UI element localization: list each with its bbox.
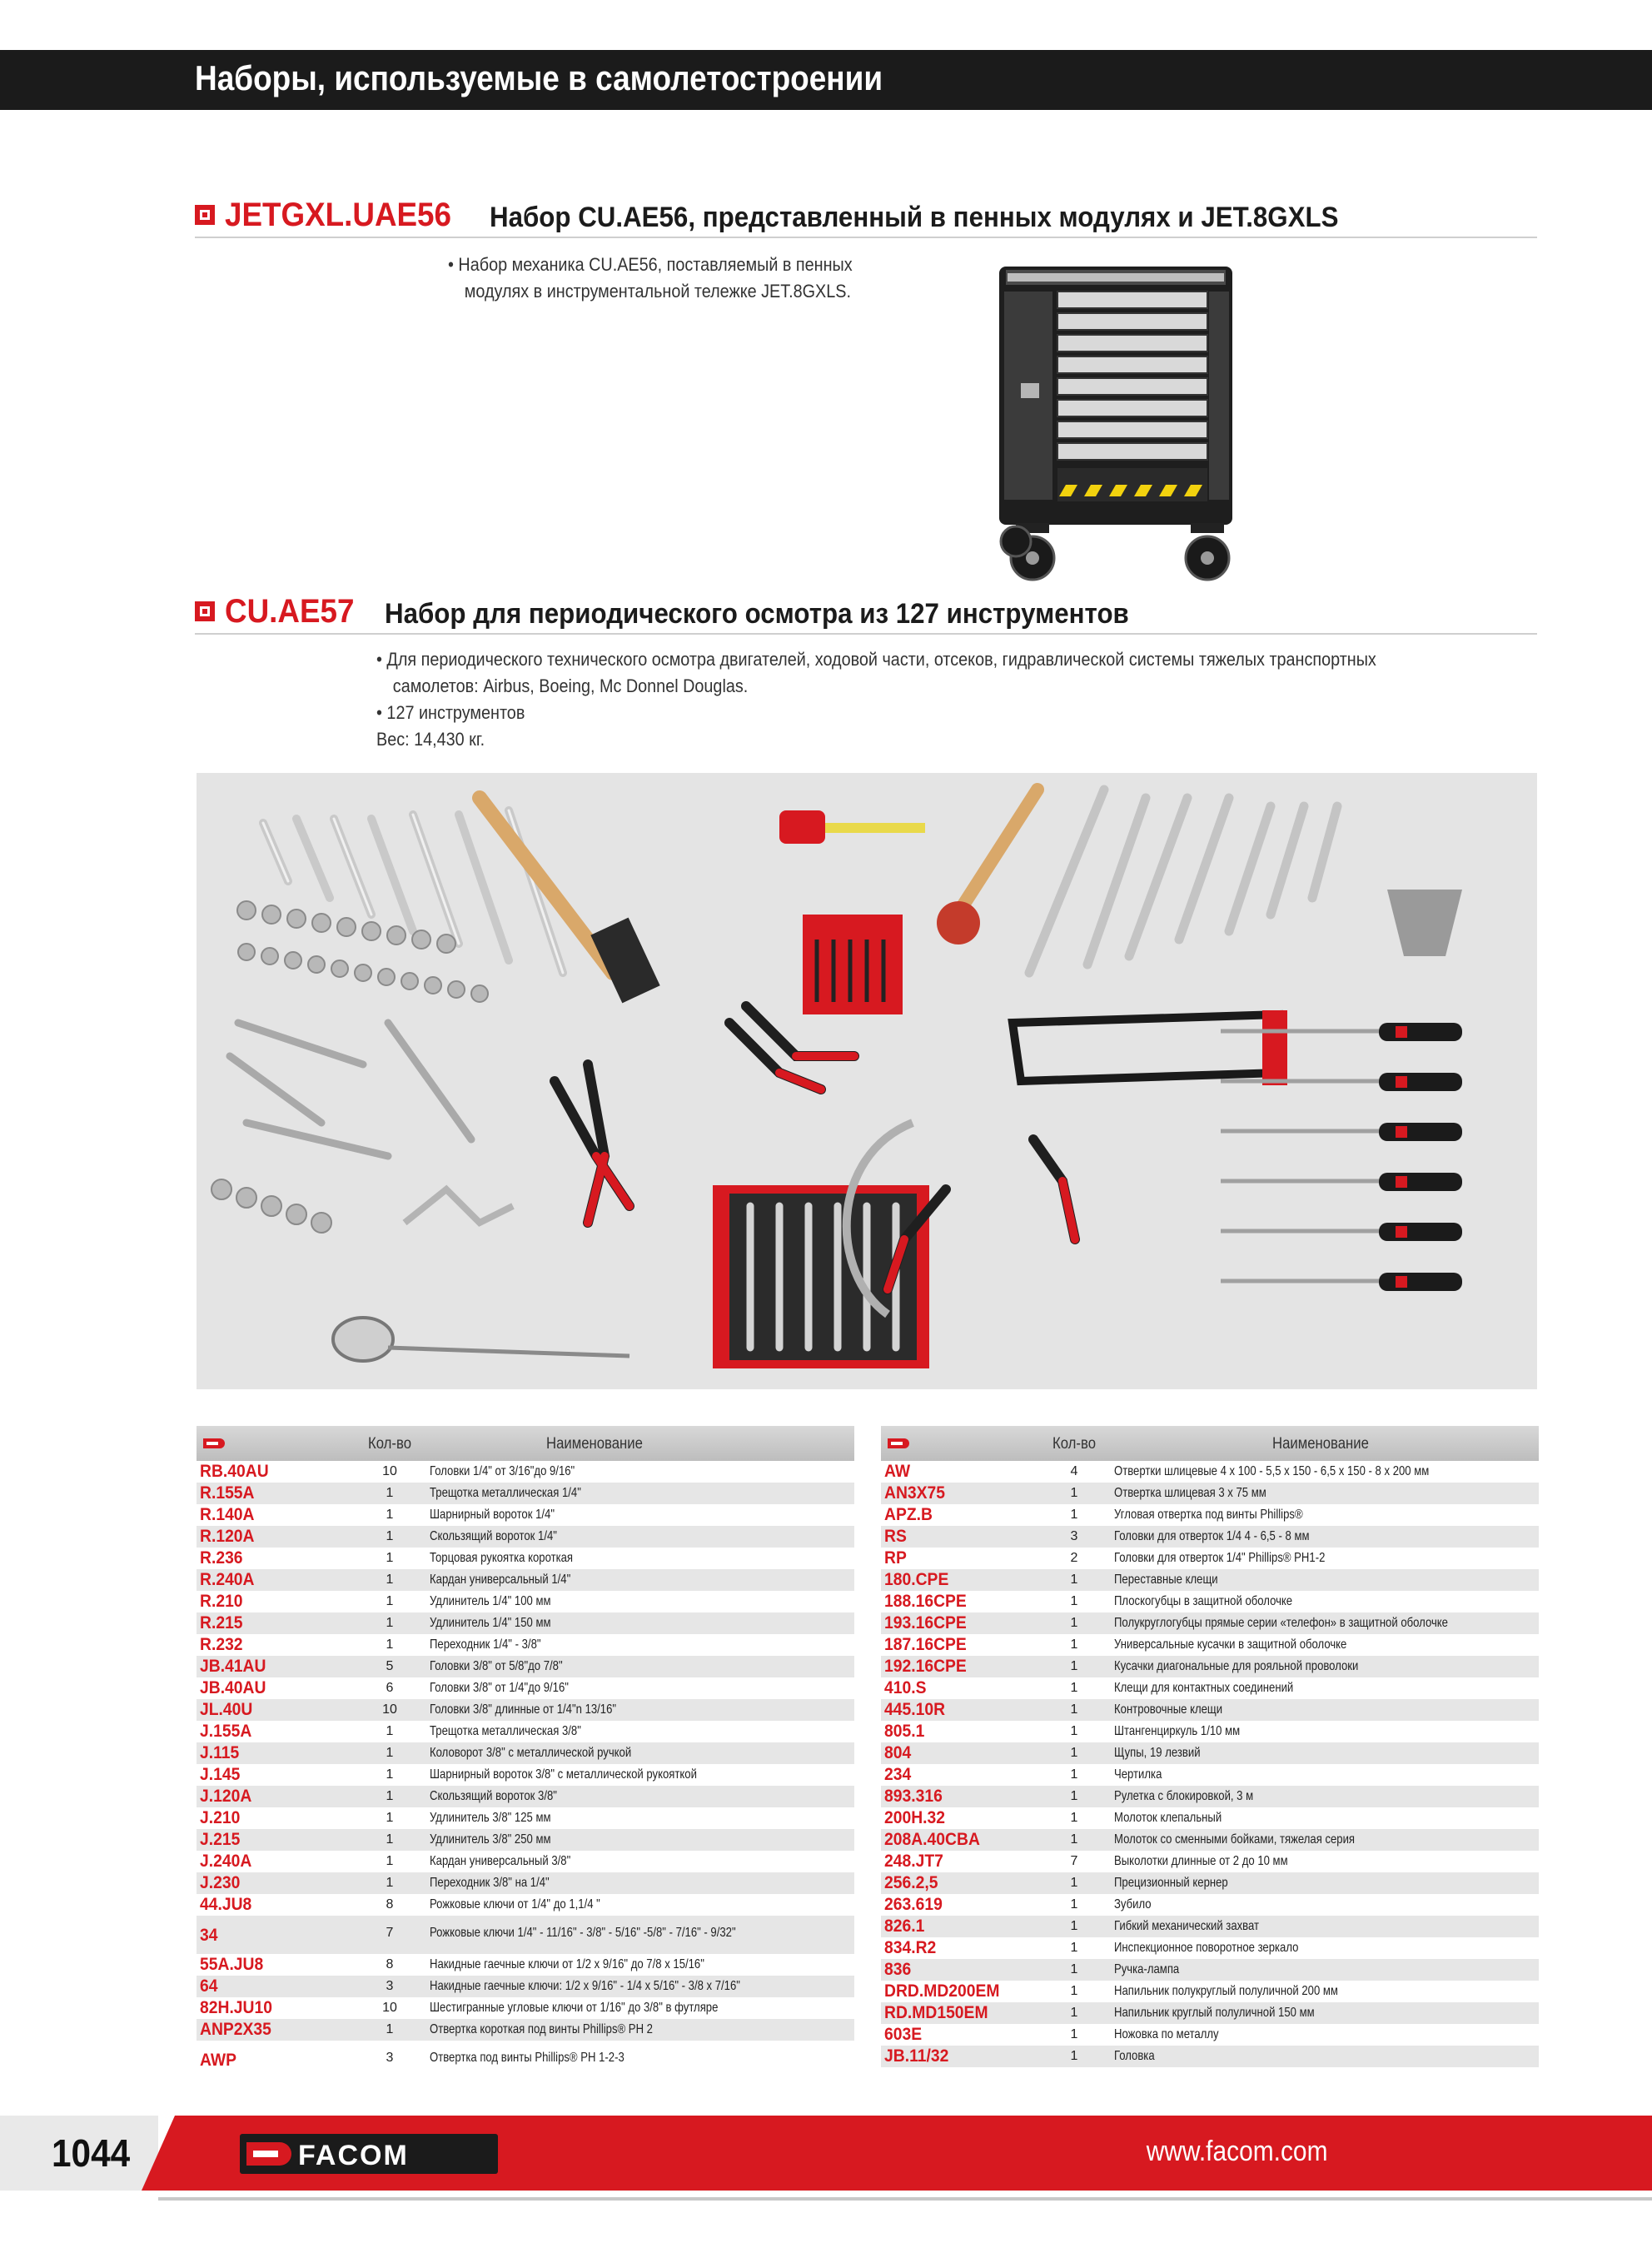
desc-line: самолетов: Airbus, Boeing, Mc Donnel Douglas. — [392, 675, 749, 696]
item-name: Головки 3/8" от 5/8"до 7/8" — [430, 1659, 563, 1673]
item-code: R.140A — [200, 1505, 255, 1524]
item-qty: 1 — [386, 1486, 394, 1500]
item-qty: 1 — [1070, 1919, 1078, 1933]
item-code: J.120A — [200, 1787, 252, 1806]
item-code: 64 — [200, 1976, 218, 1996]
table-row — [197, 1612, 854, 1634]
item-qty: 3 — [386, 1979, 394, 1993]
item-name: Переходник 1/4" - 3/8" — [430, 1637, 541, 1652]
item-code: 55A.JU8 — [200, 1955, 264, 1974]
item-code: J.155A — [200, 1722, 252, 1741]
item-qty: 3 — [1070, 1529, 1078, 1543]
item-qty: 1 — [386, 1637, 394, 1652]
item-name: Шарнирный вороток 3/8" с металлической рукояткой — [430, 1767, 697, 1782]
table-row — [881, 1634, 1539, 1656]
table-body — [881, 1461, 1539, 2067]
red-square-bullet-icon — [195, 205, 215, 225]
item-code: 208A.40CBA — [884, 1830, 980, 1849]
table-row — [197, 1677, 854, 1699]
item-code: 263.619 — [884, 1895, 943, 1914]
table-row — [881, 1612, 1539, 1634]
item-code: J.240A — [200, 1852, 252, 1871]
facom-brand-logo — [240, 2134, 498, 2174]
footer-divider — [158, 2197, 1652, 2201]
page-number-box — [0, 2116, 158, 2191]
item-code: 188.16CPE — [884, 1592, 967, 1611]
item-name: Прецизионный кернер — [1114, 1876, 1228, 1890]
item-code: 805.1 — [884, 1722, 925, 1741]
item-qty: 1 — [386, 1767, 394, 1782]
item-qty: 1 — [386, 1789, 394, 1803]
item-name: Молоток со сменными бойками, тяжелая серия — [1114, 1832, 1356, 1847]
item-code: R.120A — [200, 1527, 255, 1546]
item-code: 44.JU8 — [200, 1895, 252, 1914]
table-row — [881, 1591, 1539, 1612]
item-qty: 1 — [1070, 1724, 1078, 1738]
table-header — [197, 1426, 854, 1461]
table-row — [197, 1461, 854, 1483]
table-row — [881, 1872, 1539, 1894]
item-code: 410.S — [884, 1678, 927, 1697]
item-name: Головки 3/8" от 1/4"до 9/16" — [430, 1681, 569, 1695]
item-code: 180.CPE — [884, 1570, 949, 1589]
item-code: ANP2X35 — [200, 2020, 271, 2039]
item-code: 34 — [200, 1926, 218, 1945]
table-row — [197, 1872, 854, 1894]
item-name: Штангенциркуль 1/10 мм — [1114, 1724, 1241, 1738]
facom-mini-logo-icon — [203, 1437, 228, 1450]
item-name: Напильник полукруглый полуличной 200 мм — [1114, 1984, 1338, 1998]
table-row — [881, 1721, 1539, 1742]
page-footer — [0, 2116, 1652, 2191]
header-qty: Кол-во — [1052, 1435, 1096, 1453]
item-code: JB.40AU — [200, 1678, 266, 1697]
table-row — [881, 1548, 1539, 1569]
item-name: Переходник 3/8" на 1/4" — [430, 1876, 550, 1890]
item-qty: 10 — [382, 1702, 397, 1717]
item-name: Удлинитель 1/4" 100 мм — [430, 1594, 551, 1608]
item-name: Головки 1/4" от 3/16"до 9/16" — [430, 1464, 575, 1478]
item-qty: 1 — [386, 1854, 394, 1868]
item-name: Угловая отвертка под винты Phillips® — [1114, 1508, 1303, 1522]
table-row — [197, 1721, 854, 1742]
desc-line: • 127 инструментов — [376, 702, 525, 723]
item-name: Накидные гаечные ключи от 1/2 x 9/16" до 7/8 x 15/16" — [430, 1957, 704, 1971]
item-name: Трещотка металлическая 1/4" — [430, 1486, 581, 1500]
header-qty: Кол-во — [368, 1435, 411, 1453]
item-name: Кардан универсальный 3/8" — [430, 1854, 571, 1868]
table-row — [881, 1786, 1539, 1807]
table-row — [197, 1976, 854, 1997]
table-row — [197, 1591, 854, 1612]
item-code: R.215 — [200, 1613, 243, 1632]
item-name: Рожковые ключи от 1/4" до 1,1/4 " — [430, 1897, 600, 1912]
section-code: CU.AE57 — [225, 593, 355, 630]
table-row — [881, 1829, 1539, 1851]
desc-line: • Набор механика CU.AE56, поставляемый в пенных — [448, 254, 853, 275]
item-qty: 1 — [1070, 1746, 1078, 1760]
table-row — [881, 1656, 1539, 1677]
item-qty: 1 — [1070, 1876, 1078, 1890]
table-row — [197, 1764, 854, 1786]
item-name: Напильник круглый полуличной 150 мм — [1114, 2006, 1315, 2020]
item-code: RB.40AU — [200, 1462, 269, 1481]
table-row — [197, 2019, 854, 2041]
table-row — [881, 1937, 1539, 1959]
item-qty: 1 — [1070, 1984, 1078, 1998]
item-qty: 1 — [386, 1832, 394, 1847]
table-row — [197, 1997, 854, 2019]
item-name: Отвертки шлицевые 4 x 100 - 5,5 x 150 - 6,5 x 150 - 8 x 200 мм — [1114, 1464, 1430, 1478]
item-code: 826.1 — [884, 1917, 925, 1936]
item-name: Молоток клепальный — [1114, 1811, 1222, 1825]
item-name: Головка — [1114, 2049, 1155, 2063]
item-code: J.215 — [200, 1830, 241, 1849]
table-row — [197, 1829, 854, 1851]
item-qty: 1 — [1070, 1616, 1078, 1630]
item-code: AW — [884, 1462, 911, 1481]
item-qty: 1 — [386, 1508, 394, 1522]
footer-url[interactable]: www.facom.com — [1146, 2136, 1327, 2167]
item-name: Ножовка по металлу — [1114, 2027, 1219, 2041]
table-row — [881, 1504, 1539, 1526]
item-qty: 1 — [1070, 1637, 1078, 1652]
table-row — [881, 1742, 1539, 1764]
table-row — [197, 1851, 854, 1872]
item-code: JL.40U — [200, 1700, 253, 1719]
desc-line: Вес: 14,430 кг. — [376, 729, 485, 750]
section-code: JETGXL.UAE56 — [225, 197, 452, 233]
item-qty: 1 — [1070, 1811, 1078, 1825]
item-name: Головки для отверток 1/4 4 - 6,5 - 8 мм — [1114, 1529, 1310, 1543]
brand-text: FACOM — [298, 2140, 409, 2171]
item-code: JB.11/32 — [884, 2046, 949, 2066]
item-name: Удлинитель 3/8" 250 мм — [430, 1832, 551, 1847]
item-code: 82H.JU10 — [200, 1998, 272, 2017]
item-name: Контровочные клещи — [1114, 1702, 1223, 1717]
item-qty: 1 — [1070, 1789, 1078, 1803]
item-code: RD.MD150EM — [884, 2003, 988, 2022]
item-qty: 8 — [386, 1897, 394, 1912]
item-code: APZ.B — [884, 1505, 933, 1524]
item-name: Коловорот 3/8" с металлической ручкой — [430, 1746, 632, 1760]
item-name: Скользящий вороток 3/8" — [430, 1789, 557, 1803]
item-code: 834.R2 — [884, 1938, 937, 1957]
item-qty: 1 — [1070, 1573, 1078, 1587]
item-code: J.145 — [200, 1765, 241, 1784]
item-name: Скользящий вороток 1/4" — [430, 1529, 557, 1543]
item-qty: 1 — [386, 1529, 394, 1543]
item-name: Переставные клещи — [1114, 1573, 1218, 1587]
table-row — [881, 1851, 1539, 1872]
table-row — [881, 1894, 1539, 1916]
item-qty: 1 — [1070, 1897, 1078, 1912]
section-cuae57-heading — [195, 593, 1537, 635]
item-qty: 1 — [1070, 2006, 1078, 2020]
table-row — [881, 1677, 1539, 1699]
item-qty: 1 — [1070, 2049, 1078, 2063]
item-qty: 1 — [1070, 1486, 1078, 1500]
item-name: Полукруглогубцы прямые серии «телефон» в защитной оболочке — [1114, 1616, 1448, 1630]
item-qty: 5 — [386, 1659, 394, 1673]
item-name: Отвертка короткая под винты Phillips® PH 2 — [430, 2022, 653, 2036]
page-title: Наборы, используемые в самолетостроении — [195, 58, 883, 97]
item-name: Инспекционное поворотное зеркало — [1114, 1941, 1299, 1955]
table-row — [197, 1699, 854, 1721]
item-name: Рулетка с блокировкой, 3 м — [1114, 1789, 1254, 1803]
table-row — [197, 1483, 854, 1504]
item-code: RP — [884, 1548, 907, 1568]
item-name: Шарнирный вороток 1/4" — [430, 1508, 555, 1522]
table-row — [881, 1959, 1539, 1981]
table-row — [197, 1742, 854, 1764]
table-row — [881, 2046, 1539, 2067]
item-name: Гибкий механический захват — [1114, 1919, 1260, 1933]
table-row — [197, 1656, 854, 1677]
item-code: AWP — [200, 2051, 237, 2070]
item-name: Зубило — [1114, 1897, 1152, 1912]
item-qty: 10 — [382, 1464, 397, 1478]
item-qty: 2 — [1070, 1551, 1078, 1565]
table-row — [197, 1807, 854, 1829]
table-row — [881, 2024, 1539, 2046]
item-code: 836 — [884, 1960, 912, 1979]
item-name: Щупы, 19 лезвий — [1114, 1746, 1201, 1760]
item-code: R.155A — [200, 1483, 255, 1503]
section-name: Набор CU.AE56, представленный в пенных модулях и JET.8GXLS — [490, 202, 1339, 233]
item-qty: 7 — [1070, 1854, 1078, 1868]
item-code: R.210 — [200, 1592, 243, 1611]
table-row — [197, 1786, 854, 1807]
tool-set-photo — [197, 773, 1537, 1389]
item-code: JB.41AU — [200, 1657, 266, 1676]
item-code: R.232 — [200, 1635, 243, 1654]
item-qty: 1 — [1070, 1832, 1078, 1847]
table-row — [197, 1569, 854, 1591]
item-qty: 7 — [386, 1926, 394, 1940]
section-jetgxl-heading — [195, 197, 1537, 238]
item-qty: 1 — [386, 1551, 394, 1565]
item-code: 248.JT7 — [884, 1852, 943, 1871]
item-name: Удлинитель 1/4" 150 мм — [430, 1616, 551, 1630]
item-code: AN3X75 — [884, 1483, 946, 1503]
header-name: Наименование — [1272, 1435, 1369, 1453]
item-code: J.115 — [200, 1743, 240, 1762]
item-qty: 1 — [1070, 1767, 1078, 1782]
table-row — [881, 1916, 1539, 1937]
item-code: 893.316 — [884, 1787, 943, 1806]
table-row — [197, 1504, 854, 1526]
item-qty: 3 — [386, 2051, 394, 2065]
item-name: Отвертка шлицевая 3 x 75 мм — [1114, 1486, 1266, 1500]
item-qty: 1 — [1070, 1594, 1078, 1608]
item-qty: 1 — [386, 1876, 394, 1890]
parts-table-right — [881, 1426, 1539, 2067]
item-name: Головки для отверток 1/4" Phillips® PH1-2 — [1114, 1551, 1326, 1565]
item-name: Плоскогубцы в защитной оболочке — [1114, 1594, 1293, 1608]
item-code: RS — [884, 1527, 907, 1546]
section-name: Набор для периодического осмотра из 127 инструментов — [385, 598, 1129, 630]
item-qty: 1 — [386, 1746, 394, 1760]
table-row — [881, 1461, 1539, 1483]
desc-line: модулях в инструментальной тележке JET.8GXLS. — [464, 281, 851, 302]
item-code: DRD.MD200EM — [884, 1981, 1000, 2001]
item-qty: 1 — [386, 2022, 394, 2036]
item-code: J.230 — [200, 1873, 241, 1892]
red-square-bullet-icon — [195, 601, 215, 621]
item-code: 804 — [884, 1743, 912, 1762]
table-row — [197, 1548, 854, 1569]
parts-table-left — [197, 1426, 854, 2079]
item-code: 256.2,5 — [884, 1873, 938, 1892]
item-name: Ручка-лампа — [1114, 1962, 1180, 1976]
table-row — [881, 1699, 1539, 1721]
item-name: Шестигранные угловые ключи от 1/16" до 3/8" в футляре — [430, 2001, 719, 2015]
page-header — [0, 50, 1652, 110]
item-code: 187.16CPE — [884, 1635, 967, 1654]
desc-line: • Для периодического технического осмотра двигателей, ходовой части, отсеков, гидравлической системы тяжелых транспортных — [376, 649, 1376, 670]
item-qty: 1 — [1070, 1962, 1078, 1976]
item-qty: 1 — [1070, 2027, 1078, 2041]
item-qty: 1 — [386, 1573, 394, 1587]
item-qty: 1 — [1070, 1702, 1078, 1717]
header-name: Наименование — [546, 1435, 643, 1453]
table-row — [881, 1526, 1539, 1548]
item-qty: 1 — [386, 1616, 394, 1630]
item-code: J.210 — [200, 1808, 241, 1827]
section2-description — [376, 646, 1376, 753]
section1-description — [448, 252, 853, 305]
item-qty: 1 — [386, 1594, 394, 1608]
table-row — [881, 1981, 1539, 2002]
item-code: 192.16CPE — [884, 1657, 967, 1676]
table-body — [197, 1461, 854, 2079]
table-row — [197, 1894, 854, 1916]
item-name: Кардан универсальный 1/4" — [430, 1573, 571, 1587]
item-code: 234 — [884, 1765, 912, 1784]
item-name: Чертилка — [1114, 1767, 1162, 1782]
table-row — [197, 1526, 854, 1548]
item-name: Трещотка металлическая 3/8" — [430, 1724, 581, 1738]
item-code: 200H.32 — [884, 1808, 946, 1827]
facom-mini-logo-icon — [888, 1437, 913, 1450]
table-row — [881, 2002, 1539, 2024]
page-number: 1044 — [52, 2131, 131, 2175]
table-row — [197, 2041, 854, 2079]
item-qty: 1 — [1070, 1508, 1078, 1522]
table-header — [881, 1426, 1539, 1461]
table-row — [881, 1764, 1539, 1786]
item-qty: 4 — [1070, 1464, 1078, 1478]
item-name: Головки 3/8" длинные от 1/4"n 13/16" — [430, 1702, 617, 1717]
tool-cabinet-image — [991, 267, 1241, 587]
item-name: Универсальные кусачки в защитной оболочке — [1114, 1637, 1347, 1652]
table-row — [197, 1634, 854, 1656]
item-qty: 1 — [386, 1811, 394, 1825]
item-qty: 1 — [1070, 1941, 1078, 1955]
item-qty: 6 — [386, 1681, 394, 1695]
item-code: R.236 — [200, 1548, 243, 1568]
item-code: 193.16CPE — [884, 1613, 967, 1632]
item-name: Отвертка под винты Phillips® PH 1-2-3 — [430, 2051, 624, 2065]
table-row — [197, 1954, 854, 1976]
item-name: Накидные гаечные ключи: 1/2 x 9/16" - 1/4 x 5/16" - 3/8 x 7/16" — [430, 1979, 740, 1993]
item-code: R.240A — [200, 1570, 255, 1589]
item-name: Кусачки диагональные для рояльной проволоки — [1114, 1659, 1359, 1673]
item-code: 445.10R — [884, 1700, 946, 1719]
item-name: Клещи для контактных соединений — [1114, 1681, 1294, 1695]
table-row — [881, 1807, 1539, 1829]
item-name: Торцовая рукоятка короткая — [430, 1551, 574, 1565]
table-row — [881, 1483, 1539, 1504]
table-row — [881, 1569, 1539, 1591]
item-qty: 1 — [386, 1724, 394, 1738]
item-qty: 10 — [382, 2001, 397, 2015]
table-row — [197, 1916, 854, 1954]
item-code: 603E — [884, 2025, 923, 2044]
item-qty: 1 — [1070, 1659, 1078, 1673]
item-name: Выколотки длинные от 2 до 10 мм — [1114, 1854, 1288, 1868]
item-name: Удлинитель 3/8" 125 мм — [430, 1811, 551, 1825]
item-qty: 8 — [386, 1957, 394, 1971]
item-qty: 1 — [1070, 1681, 1078, 1695]
item-name: Рожковые ключи 1/4" - 11/16" - 3/8" - 5/16" -5/8" - 7/16" - 9/32" — [430, 1926, 736, 1940]
